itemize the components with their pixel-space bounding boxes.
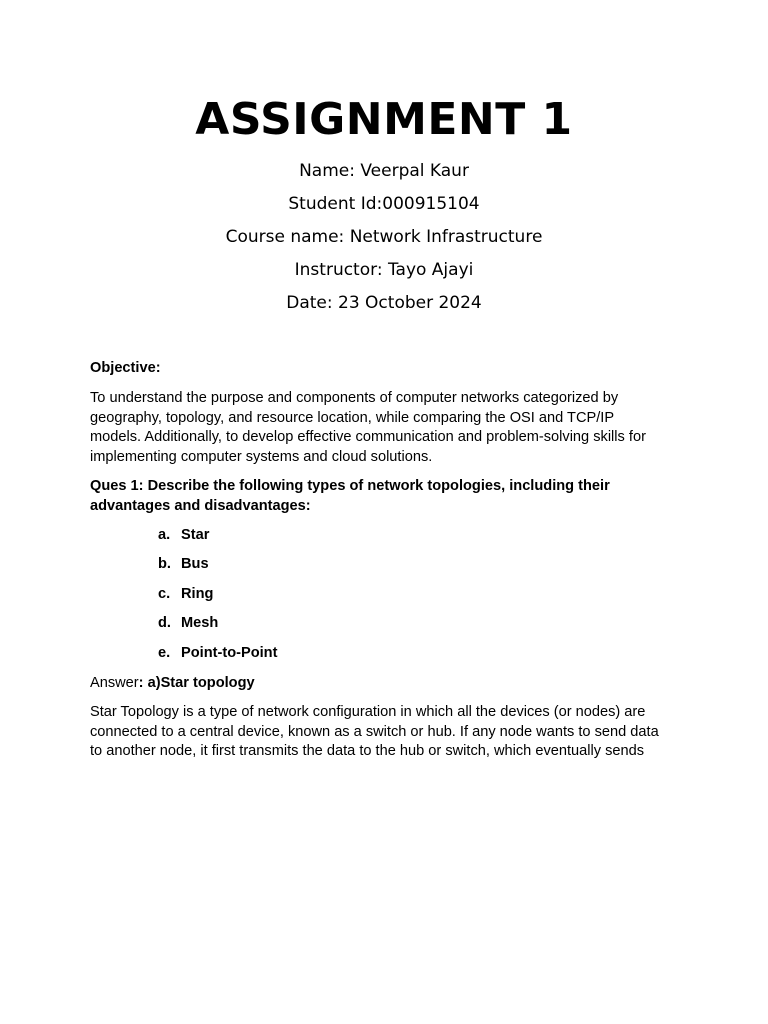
answer-line: to another node, it first transmits the data to the hub or switch, which eventually sends xyxy=(90,743,645,759)
list-item-label: Point-to-Point xyxy=(181,645,278,661)
answer-line: connected to a central device, known as a switch or hub. If any node wants to send data xyxy=(90,724,659,740)
list-item-label: Bus xyxy=(181,556,209,572)
answer-prefix: Answer xyxy=(90,675,139,691)
list-item xyxy=(158,585,213,605)
list-item xyxy=(158,555,209,575)
list-marker: d. xyxy=(158,615,171,631)
list-marker: e. xyxy=(158,645,171,661)
objective-line: To understand the purpose and components of computer networks categorized by xyxy=(90,390,619,406)
question-text: advantages and disadvantages: xyxy=(90,498,311,514)
answer-title: : a)Star topology xyxy=(138,675,255,691)
list-item xyxy=(158,526,209,546)
objective-heading: Objective: xyxy=(90,360,161,376)
student-name: Name: Veerpal Kaur xyxy=(299,161,469,181)
answer-heading xyxy=(90,674,690,694)
assignment-date: Date: 23 October 2024 xyxy=(286,293,482,313)
list-item-label: Mesh xyxy=(181,615,219,631)
objective-line: geography, topology, and resource location, while comparing the OSI and TCP/IP xyxy=(90,410,615,426)
list-item-label: Star xyxy=(181,527,210,543)
answer-line: Star Topology is a type of network configuration in which all the devices (or nodes) are xyxy=(90,704,646,720)
document-title: ASSIGNMENT 1 xyxy=(195,94,573,145)
list-item xyxy=(158,614,218,634)
list-marker: c. xyxy=(158,586,171,602)
list-item xyxy=(158,644,277,664)
question-text: Ques 1: Describe the following types of network topologies, including their xyxy=(90,478,610,494)
list-marker: b. xyxy=(158,556,171,572)
course-name: Course name: Network Infrastructure xyxy=(225,227,543,247)
objective-line: models. Additionally, to develop effective communication and problem-solving skills for xyxy=(90,429,646,445)
instructor-name: Instructor: Tayo Ajayi xyxy=(294,260,474,280)
objective-line: implementing computer systems and cloud solutions. xyxy=(90,449,433,465)
list-marker: a. xyxy=(158,527,171,543)
list-item-label: Ring xyxy=(181,586,214,602)
student-id: Student Id:000915104 xyxy=(288,194,480,214)
